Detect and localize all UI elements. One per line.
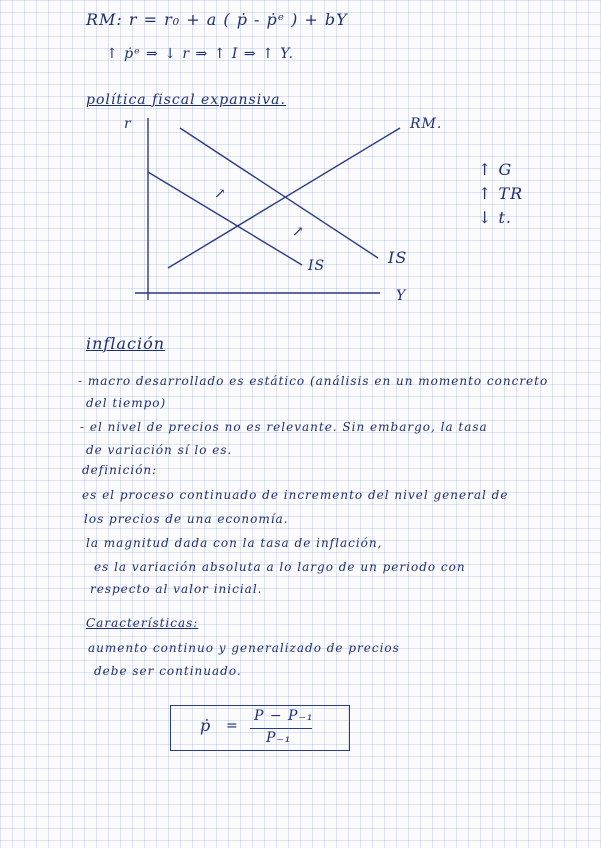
definition-line: es el proceso continuado de incremento del nivel general de [82, 488, 509, 502]
characteristics-line: aumento continuo y generalizado de precios [88, 641, 400, 655]
section-heading: inflación [86, 334, 166, 353]
fraction-bar [250, 728, 312, 729]
shift-arrow-icon: ↗ [292, 224, 305, 240]
definition-label: definición: [82, 463, 158, 477]
formula-numerator: P − P₋₁ [254, 708, 314, 724]
graph-title: política fiscal expansiva. [86, 92, 286, 108]
rm-curve [168, 128, 400, 268]
bullet-line: del tiempo) [86, 396, 167, 410]
note-transfers: ↑ TR [478, 184, 524, 203]
is-curve-shifted [180, 128, 378, 258]
x-axis-label: Y [396, 288, 407, 304]
formula-equals: = [226, 718, 239, 734]
characteristics-line: debe ser continuado. [94, 664, 242, 678]
definition-line: la magnitud dada con la tasa de inflación, [86, 536, 383, 550]
formula-denominator: P₋₁ [266, 730, 292, 746]
y-axis-label: r [124, 116, 132, 132]
definition-line: es la variación absoluta a lo largo de un periodo con [94, 560, 466, 574]
characteristics-label: Características: [86, 616, 199, 630]
is-initial-label: IS [308, 258, 326, 274]
note-gov-spending: ↑ G [478, 160, 513, 179]
definition-line: respecto al valor inicial. [90, 582, 263, 596]
formula-lhs: ṗ [200, 716, 212, 735]
bullet-line: - macro desarrollado es estático (análisis en un momento concreto [78, 374, 549, 388]
rm-equation: RM: r = r₀ + a ( ṗ - ṗᵉ ) + bY [86, 10, 348, 29]
bullet-line: - el nivel de precios no es relevante. Sin embargo, la tasa [80, 420, 488, 434]
definition-line: los precios de una economía. [84, 512, 289, 526]
rm-curve-label: RM. [410, 116, 443, 132]
shift-arrow-icon: ↗ [214, 186, 227, 202]
note-taxes: ↓ t. [478, 208, 513, 227]
is-shifted-label: IS [388, 248, 408, 267]
bullet-line: de variación sí lo es. [86, 443, 233, 457]
rm-effects-chain: ↑ ṗᵉ ⇒ ↓ r ⇒ ↑ I ⇒ ↑ Y. [106, 46, 295, 62]
